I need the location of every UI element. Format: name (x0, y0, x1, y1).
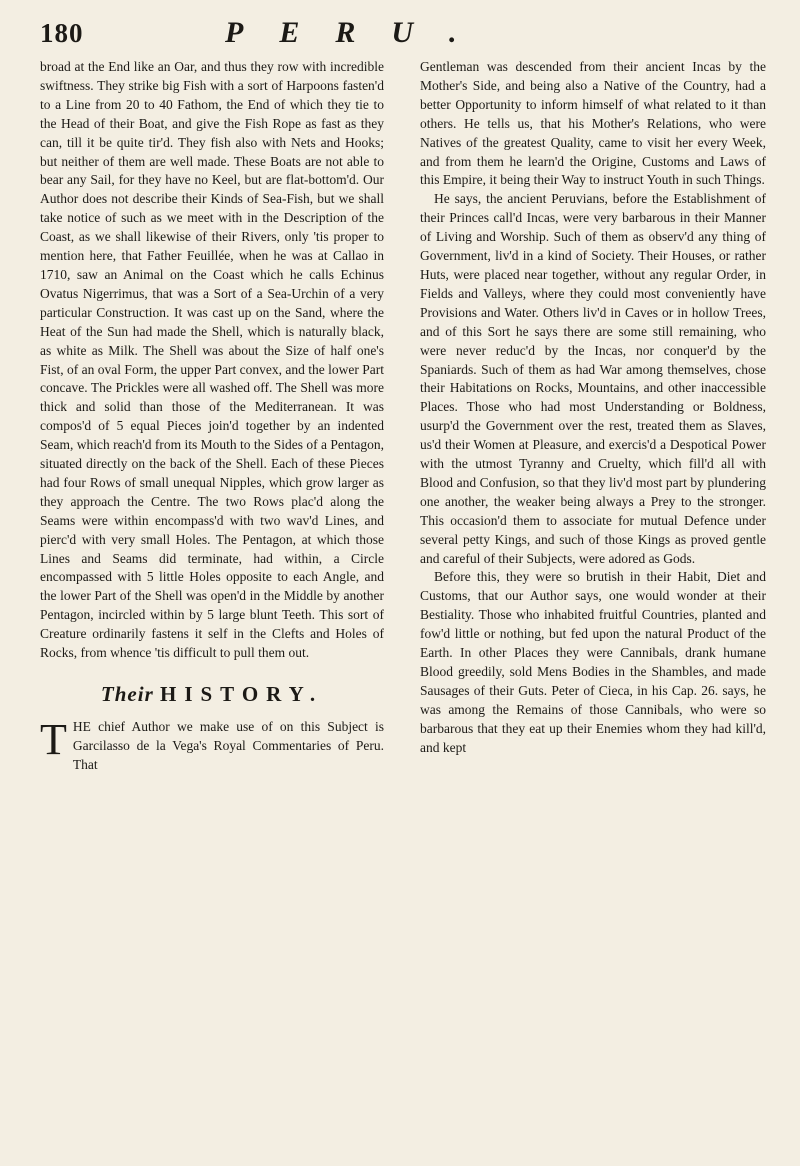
drop-cap: T (40, 714, 67, 764)
right-paragraph-2: He says, the ancient Peruvians, before the Establishment of their Princes call'd Incas, were very barbarous in their Manner of Living and Worship. Such of them as observ'd any thing of Government, liv'd in a kind of Society. Their Houses, or rather Huts, were placed near together, without any regular Order, in Fields and Valleys, where they could most conveniently have Provisions and Water. Others liv'd in Caves or in hollow Trees, and of this Sort he says there are some still remaining, who were never reduc'd by the Incas, nor conquer'd by the Spaniards. Such of them as had War among themselves, chose their Habitations on Rocks, Mountains, and other inaccessible Places. Those who had most Understanding or Boldness, usurp'd the Government over the rest, treated them as Slaves, us'd their Women at Pleasure, and exercis'd a Despotical Power with the utmost Tyranny and Cruelty, which fill'd all with Blood and Confusion, so that they liv'd most part by plundering one another, the weaker being always a Prey to the stronger. This occasion'd them to associate for mutual Defence under several petty Kings, and such of those Kings as proved gentle and careful of their Subjects, were adored as Gods. (420, 191, 766, 566)
section-heading-caps: HISTORY. (160, 682, 324, 706)
section-heading-italic: Their (100, 682, 154, 706)
left-paragraph-2-text: HE chief Author we make use of on this Subject is Garcilasso de la Vega's Royal Commentaries of Peru. That (72, 718, 384, 772)
left-paragraph-1: broad at the End like an Oar, and thus they row with incredible swiftness. They strike big Fish with a sort of Harpoons fasten'd to a Line from 20 to 40 Fathom, the End of which they tie to the Head of their Boat, and give the Fish Rope as fast as they can, till it be quite tir'd. They fish also with Nets and Hooks; but neither of them are well made. These Boats are not able to bear any Sail, for they have no Keel, but are flat-bottom'd. Our Author does not describe their Kinds of Sea-Fish, but we shall take notice of such as we meet with in the Description of the Coast, as we shall likewise of their Rivers, only 'tis proper to mention here, that Father Feuillée, when he was at Callao in 1710, saw an Animal on the Coast which he calls Echinus Ovatus Nigerrimus, that was a Sort of a Sea-Urchin of a very particular Construction. It was cast up on the Sand, where the Heat of the Sun had made the Shell, which is naturally black, as white as Milk. The Shell was about the Size of half one's Fist, of an oval Form, the upper Part convex, and the lower Part concave. The Prickles were all washed off. The Shell was more thick and solid than those of the Mediterranean. It was compos'd of 5 equal Pieces join'd together by an indented Seam, which reach'd from its Mouth to the Sides of a Pentagon, situated directly on the back of the Shell. Each of these Pieces had four Rows of small unequal Nipples, which grow larger as they approach the Centre. The two Rows plac'd along the Seams were within encompass'd with two wav'd Lines, and pierc'd with very small Holes. The Pentagon, at which those Lines and Seams did terminate, had within, a Circle encompassed with 5 little Holes opposite to each Angle, and the lower Part of the Shell was open'd in the Middle by another Pentagon, incircled within by 5 large blunt Teeth. This sort of Creature ordinarily fastens it self in the Clefts and Holes of Rocks, from whence 'tis difficult to pull them out. (40, 59, 384, 661)
running-title: PERU. (225, 16, 493, 49)
page-header (40, 14, 770, 54)
left-column (40, 58, 384, 1158)
page-number: 180 (40, 18, 84, 48)
left-paragraph-2 (40, 714, 384, 775)
section-heading (40, 682, 384, 706)
right-column (420, 58, 766, 1158)
right-paragraph-1: Gentleman was descended from their ancient Incas by the Mother's Side, and being also a Native of the Country, had a better Opportunity to inform himself of what related to it than others. He tells us, that his Mother's Relations, who were Natives of the greatest Quality, came to visit her every Week, and from them he learn'd the Origine, Customs and Laws of this Empire, it being their Way to instruct Youth in such Things. (420, 59, 766, 188)
right-paragraph-3: Before this, they were so brutish in their Habit, Diet and Customs, that our Author says, one would wonder at their Bestiality. Those who inhabited fruitful Countries, planted and fow'd little or nothing, but fed upon the natural Product of the Earth. In other Places they were Cannibals, drank humane Blood greedily, sold Mens Bodies in the Shambles, and made Sausages of their Guts. Peter of Cieca, in his Cap. 26. says, he was among the Remains of those Cannibals, who were so barbarous that they eat up their Enemies whom they had kill'd, and kept (420, 569, 766, 755)
